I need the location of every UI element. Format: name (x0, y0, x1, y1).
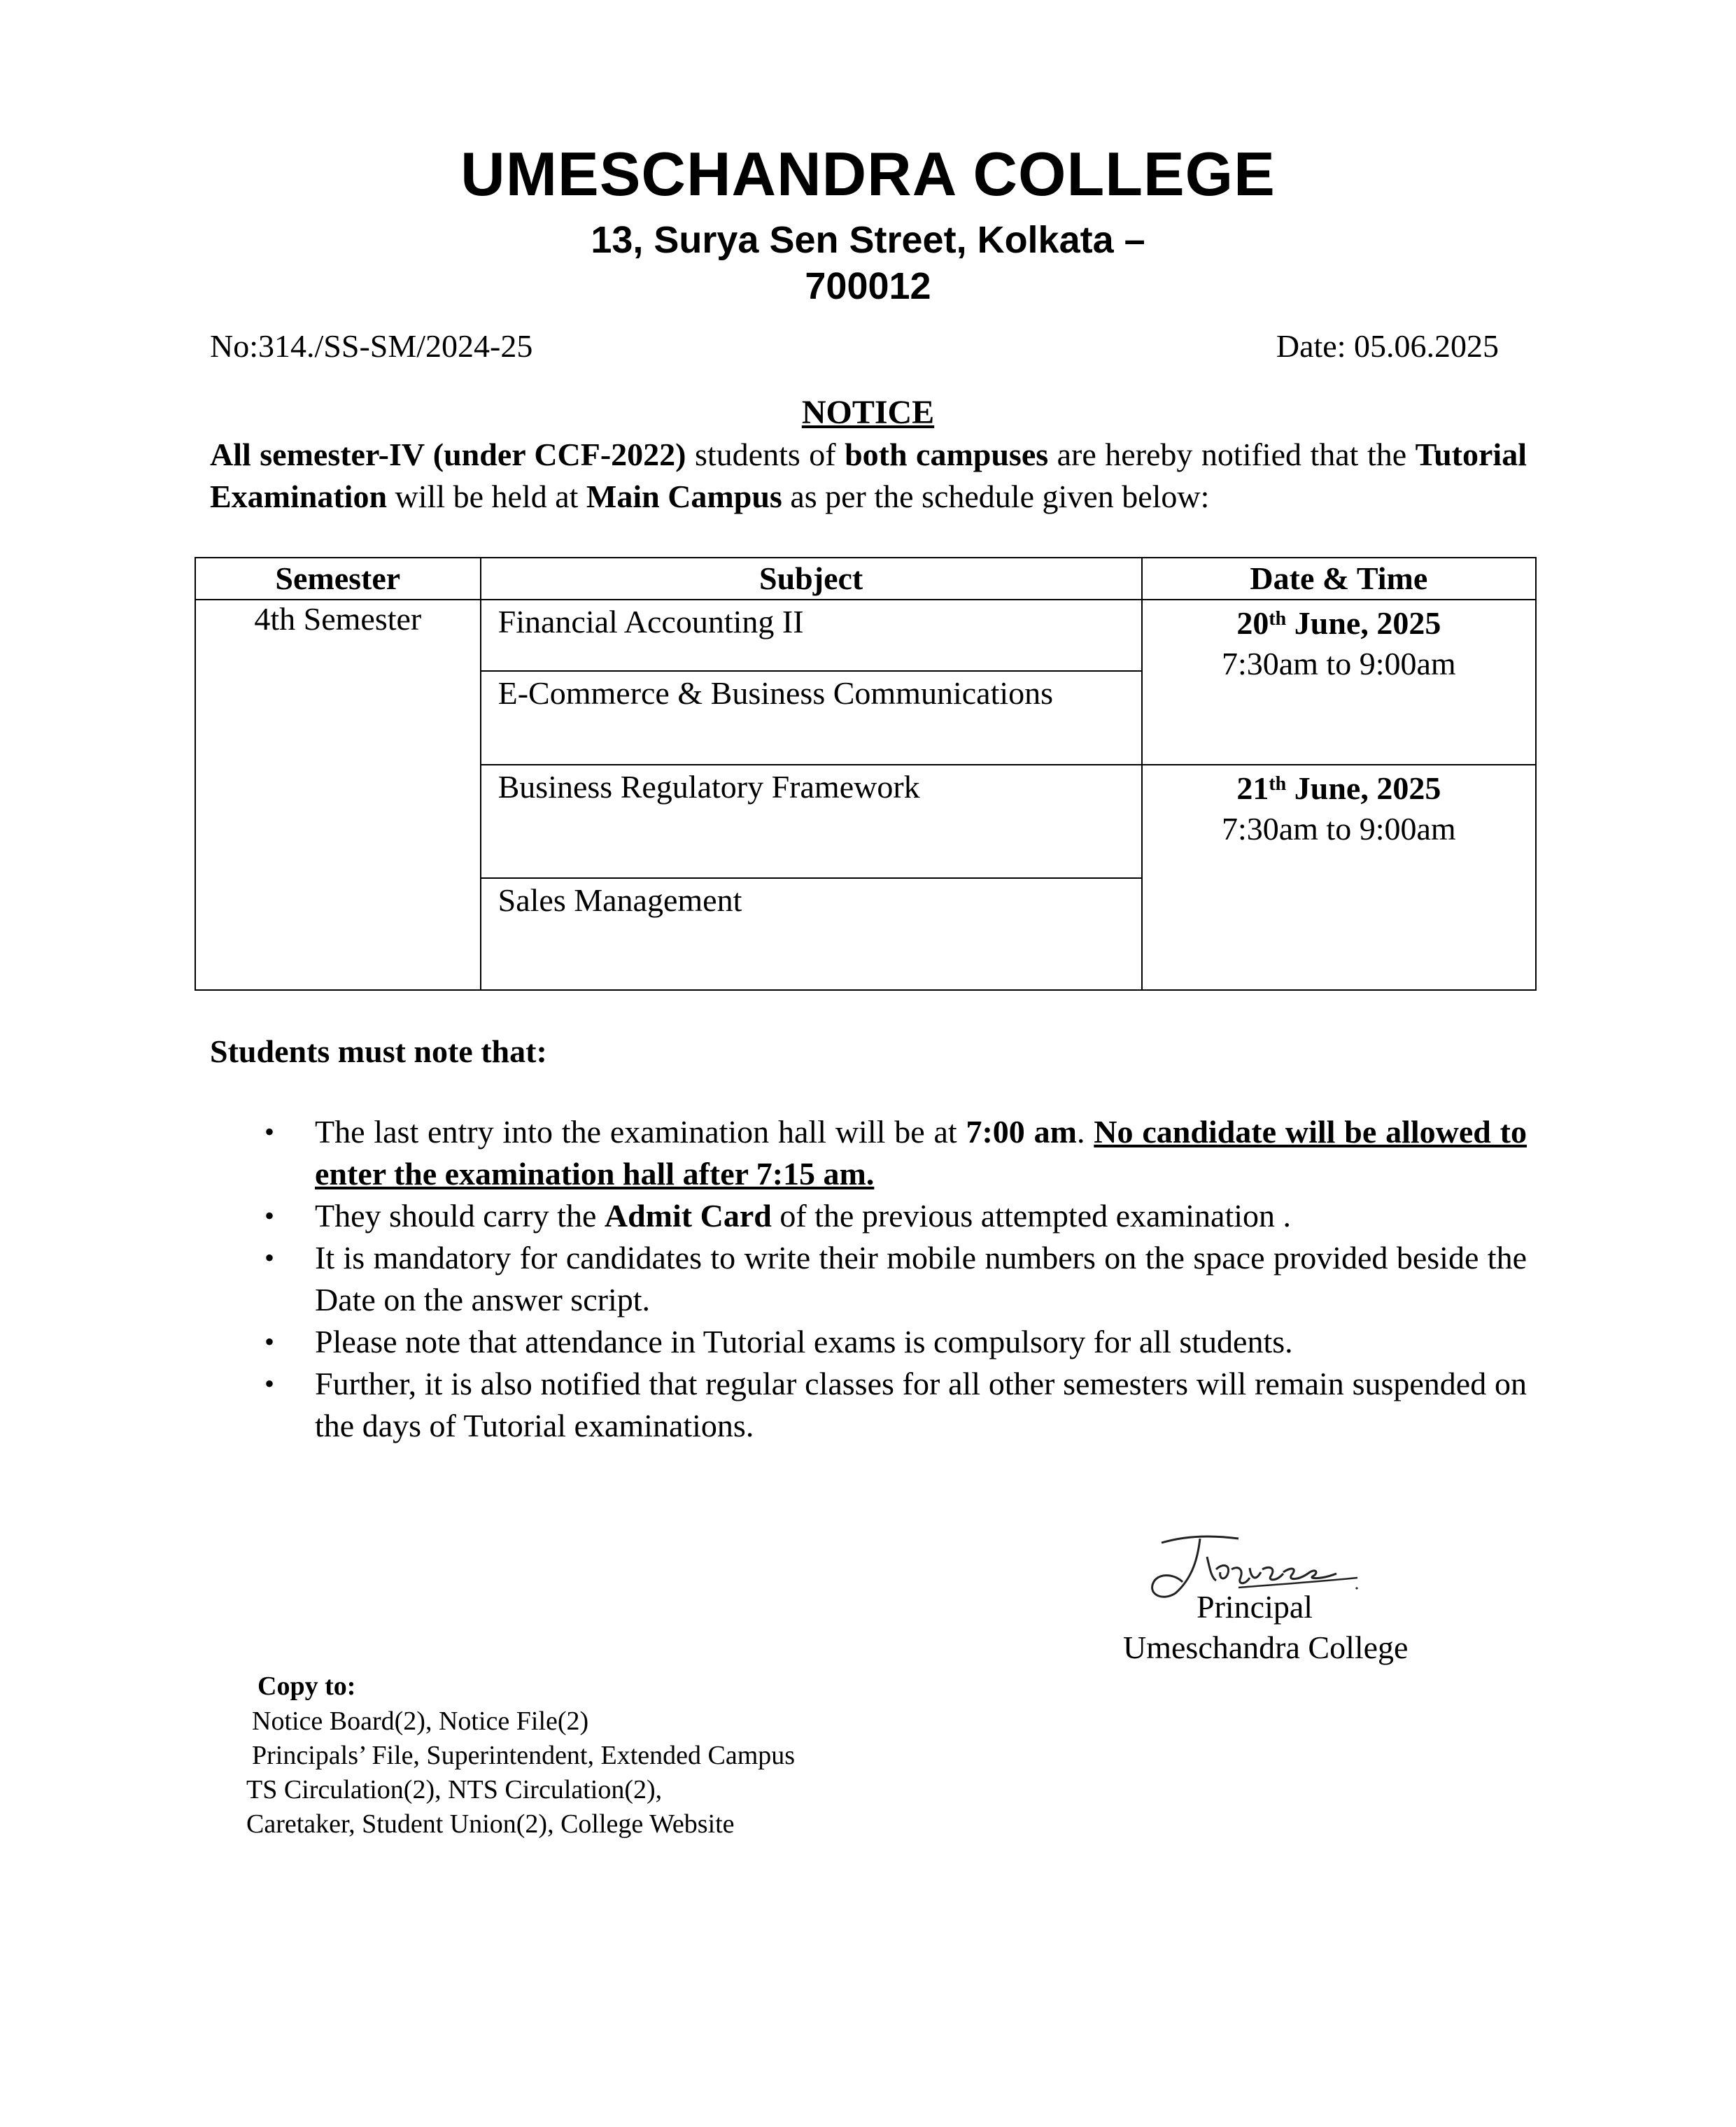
copy-to-line: Caretaker, Student Union(2), College Website (246, 1809, 735, 1839)
college-name: UMESCHANDRA COLLEGE (460, 139, 1276, 209)
exam-date: 21th June, 2025 (1236, 770, 1441, 806)
reference-number: No:314./SS-SM/2024-25 (210, 328, 533, 364)
notice-date: Date: 05.06.2025 (1276, 328, 1499, 364)
intro-segment: All semester-IV (under CCF-2022) (210, 437, 686, 472)
instructions-list (210, 1111, 1527, 1447)
bullet-icon: • (264, 1326, 275, 1357)
header-subject: Subject (481, 558, 1142, 600)
copy-to-line: Principals’ File, Superintendent, Extended Campus (252, 1741, 796, 1770)
bullet-icon: • (264, 1368, 275, 1399)
table-row (195, 600, 1536, 671)
copy-to-line: Notice Board(2), Notice File(2) (252, 1706, 589, 1736)
instruction-item (210, 1195, 1527, 1237)
instructions-heading: Students must note that: (210, 1033, 547, 1069)
instruction-text: of the previous attempted examination . (771, 1198, 1292, 1234)
schedule-table (195, 557, 1537, 991)
date-time-cell (1142, 765, 1536, 990)
date-time-cell (1142, 600, 1536, 765)
bullet-icon: • (264, 1116, 275, 1147)
address-line-1: 13, Surya Sen Street, Kolkata – (591, 219, 1145, 261)
intro-segment: Tutorial Examination (210, 437, 1527, 514)
instruction-item (210, 1321, 1527, 1363)
instruction-text: It is mandatory for candidates to write their mobile numbers on the space provided beside the Date on the answer script. (315, 1240, 1527, 1317)
subject-cell: Sales Management (481, 878, 1142, 990)
intro-segment: will be held at (387, 479, 586, 514)
instruction-item (210, 1237, 1527, 1321)
instruction-text: The last entry into the examination hall will be at (315, 1114, 966, 1150)
subject-cell: Financial Accounting II (481, 600, 1142, 671)
semester-cell: 4th Semester (195, 600, 481, 990)
exam-time: 7:30am to 9:00am (1221, 811, 1456, 847)
instruction-item (210, 1363, 1527, 1447)
instruction-text: 7:00 am (966, 1114, 1077, 1150)
address-line-2: 700012 (805, 265, 931, 307)
table-header-row (195, 558, 1536, 600)
copy-to-heading: Copy to: (257, 1672, 356, 1701)
notice-intro (210, 434, 1527, 518)
instruction-text: They should carry the (315, 1198, 605, 1234)
instruction-text: . (1076, 1114, 1094, 1150)
signatory-title: Principal (1197, 1589, 1313, 1625)
instruction-text: Please note that attendance in Tutorial exams is compulsory for all students. (315, 1324, 1293, 1359)
header-semester: Semester (195, 558, 481, 600)
instruction-text: Further, it is also notified that regular classes for all other semesters will remain suspended on the days of Tutorial examinations. (315, 1366, 1527, 1443)
exam-date: 20th June, 2025 (1236, 605, 1441, 641)
intro-segment: Main Campus (586, 479, 782, 514)
subject-cell: Business Regulatory Framework (481, 765, 1142, 878)
bullet-icon: • (264, 1242, 275, 1273)
intro-segment: students of (686, 437, 845, 472)
signatory-college: Umeschandra College (1123, 1630, 1409, 1665)
exam-time: 7:30am to 9:00am (1221, 646, 1456, 681)
notice-heading: NOTICE (801, 394, 935, 431)
bullet-icon: • (264, 1200, 275, 1231)
instruction-text: Admit Card (604, 1198, 772, 1234)
intro-segment: are hereby notified that the (1048, 437, 1416, 472)
subject-cell: E-Commerce & Business Communications (481, 671, 1142, 765)
copy-to-list (246, 1704, 796, 1842)
intro-segment: both campuses (845, 437, 1049, 472)
intro-segment: as per the schedule given below: (782, 479, 1210, 514)
header-date-time: Date & Time (1142, 558, 1536, 600)
instruction-item (210, 1111, 1527, 1195)
copy-to-line: TS Circulation(2), NTS Circulation(2), (246, 1775, 663, 1804)
instruction-text: No candidate will be allowed to enter the examination hall after 7:15 am. (315, 1114, 1527, 1192)
